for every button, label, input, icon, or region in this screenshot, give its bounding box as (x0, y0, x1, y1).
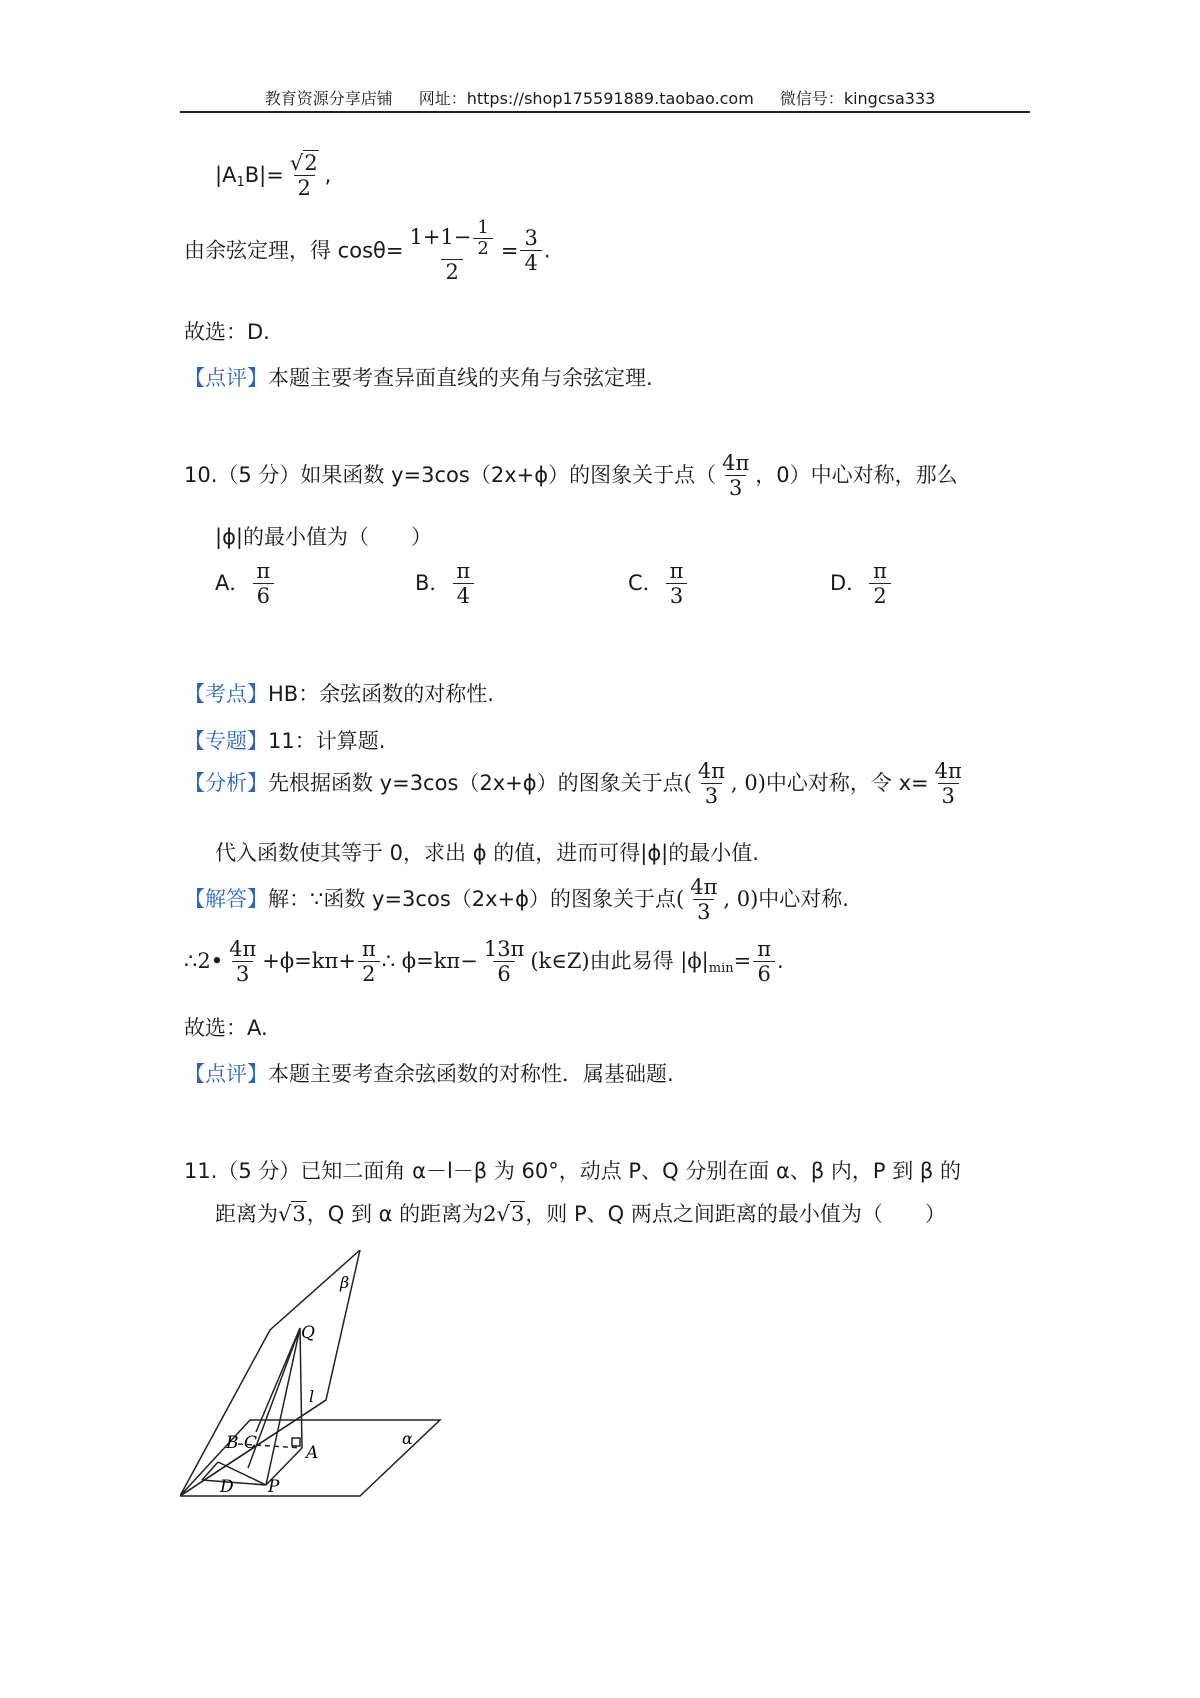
header-rule (180, 111, 1030, 113)
prev-review: 【点评】本题主要考查异面直线的夹角与余弦定理. (184, 366, 653, 390)
q10-review: 【点评】本题主要考查余弦函数的对称性．属基础题. (184, 1062, 674, 1086)
label-P: P (268, 1477, 280, 1497)
label-l: l (309, 1387, 315, 1406)
label-B: B (226, 1433, 239, 1453)
label-beta: β (340, 1273, 350, 1292)
url-label: 网址： (418, 89, 467, 108)
label-A: A (306, 1443, 319, 1463)
q10-jieda: 【解答】解：∵函数 y=3cos（2x+ϕ）的图象关于点( $\frac{4\pi}{3}$ , 0)中心对称. (184, 875, 849, 925)
q10-option-a[interactable]: A． $\frac{\pi}{6}$ (215, 560, 276, 608)
q10-option-d[interactable]: D． $\frac{\pi}{2}$ (830, 560, 893, 608)
label-Q: Q (301, 1323, 315, 1343)
q10-option-c[interactable]: C． $\frac{\pi}{3}$ (628, 560, 689, 608)
dihedral-angle-figure (180, 1250, 450, 1510)
q10-zhuanti: 【专题】11：计算题. (184, 729, 386, 753)
segment-QA (300, 1328, 302, 1448)
prev-answer: 故选：D. (184, 320, 270, 344)
label-C: C (244, 1433, 258, 1453)
q10-stem-2: |ϕ|的最小值为（ ） (215, 525, 433, 549)
shop-url[interactable]: https://shop175591889.taobao.com (466, 89, 754, 108)
wechat-label: 微信号： (779, 89, 844, 108)
q11-stem: 11.（5 分）已知二面角 α－l－β 为 60°，动点 P、Q 分别在面 α、β 内，P 到 β 的 (184, 1159, 961, 1183)
label-alpha: α (402, 1429, 413, 1448)
q10-answer: 故选：A. (184, 1016, 268, 1040)
wechat-id: kingcsa333 (843, 89, 936, 108)
q10-fenxi-2: 代入函数使其等于 0，求出 ϕ 的值，进而可得|ϕ|的最小值. (215, 841, 759, 865)
plane-beta (180, 1250, 360, 1496)
q10-fenxi: 【分析】先根据函数 y=3cos（2x+ϕ）的图象关于点( $\frac{4\pi}{3}$ , 0)中心对称，令 x= $\frac{4\pi}{3}$ (184, 759, 962, 809)
cosine-law-line: 由余弦定理，得 cosθ= 1+1− $\frac{1}{2}$ 2 = $\frac{3}{4}$ . (184, 217, 551, 285)
q11-stem-2: 距离为√3，Q 到 α 的距离为2√3，则 P、Q 两点之间距离的最小值为（ ） (215, 1202, 946, 1226)
q10-option-b[interactable]: B． $\frac{\pi}{4}$ (415, 560, 476, 608)
a1b-equation: $|A_1B|=$ $\frac{√2}{2}$ , (215, 151, 332, 201)
q10-stem: 10.（5 分）如果函数 y=3cos（2x+ϕ）的图象关于点（ $\frac{4\pi}{3}$ ，0）中心对称，那么 (184, 451, 958, 501)
page-header (0, 86, 1200, 109)
shop-name: 教育资源分享店铺 (264, 89, 393, 108)
q10-kaodian: 【考点】HB：余弦函数的对称性. (184, 682, 494, 706)
label-D: D (220, 1477, 234, 1497)
q10-solution-equation: ∴2• $\frac{4\pi}{3}$ +ϕ=kπ+ $\frac{\pi}{2}$ ∴ ϕ=kπ− $\frac{13\pi}{6}$ (k∈Z)由此易得 $|\phi|_{min}=$ $\frac{\pi}{6}$ . (184, 937, 784, 987)
right-angle-mark (292, 1438, 300, 1446)
review-tag: 【点评】 (184, 366, 268, 390)
